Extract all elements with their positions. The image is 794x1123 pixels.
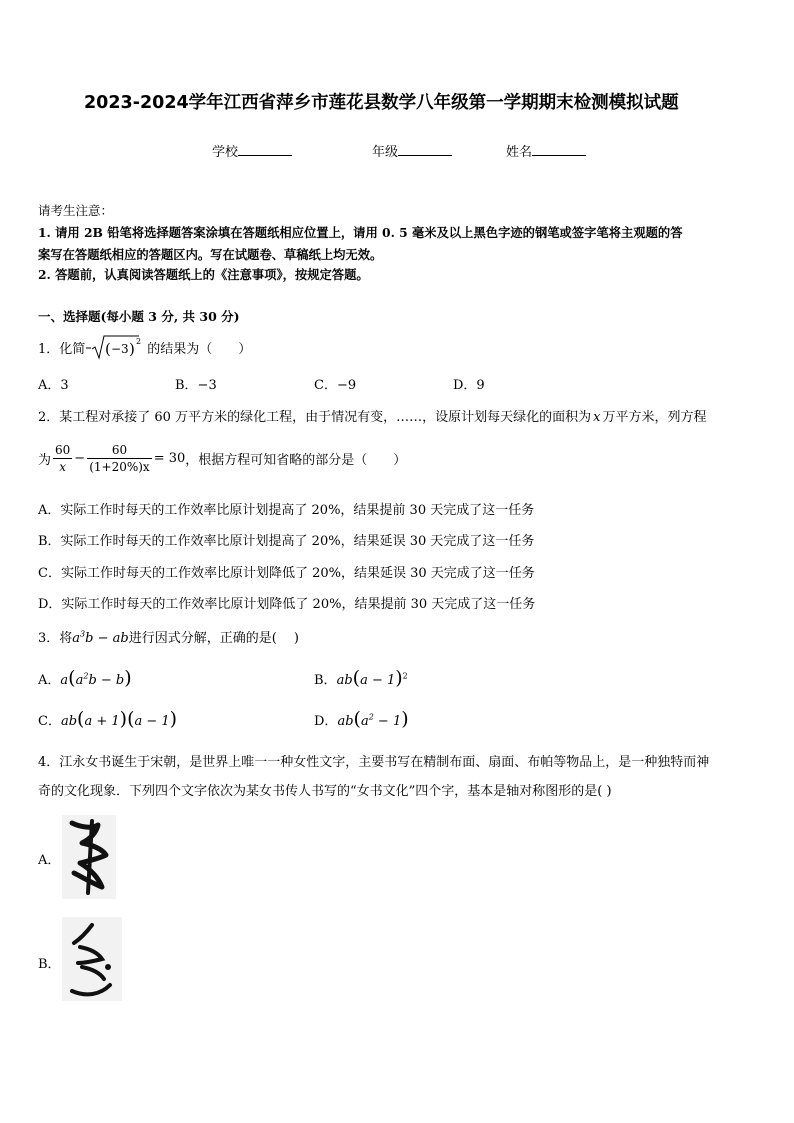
grade-blank[interactable] [398, 143, 452, 156]
name-field [506, 141, 586, 160]
school-blank[interactable] [238, 143, 292, 156]
grade-label: 年级 [372, 145, 399, 160]
q1-suffix: 的结果为（ ） [147, 341, 252, 357]
q3-b-label: B． [314, 673, 337, 688]
q2-var-x: x [593, 410, 601, 425]
svg-text:(: ( [105, 340, 112, 358]
q3-c-expression: ab(a + 1)(a − 1) [60, 708, 178, 730]
q2-prefix: 为 [38, 452, 52, 468]
nushu-glyph-nu-icon [62, 815, 116, 899]
q3-d-label: D． [314, 714, 338, 729]
question-1 [38, 333, 251, 361]
svg-text:2: 2 [136, 337, 142, 346]
q3-b-expression: $ab(a - 1)^2$ [336, 667, 408, 689]
q3-c-label: C． [38, 714, 61, 729]
q2-fraction-1 [53, 442, 72, 475]
q2-minus: − [74, 450, 86, 466]
svg-text:−3: −3 [111, 342, 129, 356]
q4-option-a-label[interactable]: A． [38, 853, 61, 868]
q3-option-c[interactable] [38, 708, 177, 730]
school-label: 学校 [212, 145, 239, 160]
q3-d-expression: $ab(a^2 - 1)$ [337, 708, 409, 730]
q4-option-a-image[interactable] [62, 815, 116, 899]
q2-stem-b: 万平方米，列方程 [602, 410, 707, 425]
name-label: 姓名 [506, 145, 533, 160]
q1-prefix: 1．化简 [38, 341, 86, 357]
q1-option-a[interactable]: A．3 [38, 378, 69, 393]
q3-suffix: 进行因式分解，正确的是( ) [128, 631, 299, 646]
q3-option-d[interactable] [314, 708, 409, 730]
q2-option-a[interactable]: A．实际工作时每天的工作效率比原计划提高了 20%，结果提前 30 天完成了这一任务 [38, 503, 535, 518]
q2-frac1-den: x [59, 459, 67, 474]
q2-option-d[interactable]: D．实际工作时每天的工作效率比原计划降低了 20%，结果提前 30 天完成了这一任务 [38, 597, 536, 612]
q3-option-a[interactable] [38, 667, 132, 689]
q3-a-label: A． [38, 673, 61, 688]
q1-expression [85, 334, 147, 360]
grade-field [372, 141, 452, 160]
q4-option-b-image[interactable] [62, 917, 122, 1001]
question-3-stem [38, 627, 299, 646]
q3-expression: $a^3b$ − ab [72, 629, 129, 646]
q1-option-b[interactable]: B．−3 [175, 378, 217, 393]
q2-frac2-den: (1+20%)x [89, 459, 150, 474]
q2-frac1-num: 60 [55, 442, 71, 457]
sqrt-expression-icon [85, 334, 147, 360]
q3-option-b[interactable] [314, 667, 408, 689]
section-heading: 一、选择题(每小题 3 分, 共 30 分) [38, 309, 240, 324]
q2-stem-a: 2．某工程对承接了 60 万平方米的绿化工程，由于情况有变，……，设原计划每天绿化的面积为 [38, 410, 592, 425]
q1-option-c[interactable]: C．−9 [314, 378, 357, 393]
q2-option-b[interactable]: B．实际工作时每天的工作效率比原计划提高了 20%，结果延误 30 天完成了这一任务 [38, 534, 535, 549]
notice-line-1b: 案写在答题纸相应的答题区内。写在试题卷、草稿纸上均无效。 [38, 247, 383, 262]
question-4-line-2: 奇的文化现象．下列四个文字依次为某女书传人书写的“女书文化”四个字，基本是轴对称图形的是( ) [38, 784, 612, 799]
question-4-line-1: 4．江永女书诞生于宋朝，是世界上唯一一种女性文字，主要书写在精制布面、扇面、布帕等物品上，是一种独特而神 [38, 755, 710, 770]
q3-prefix: 3．将 [38, 631, 73, 646]
q4-option-b-label[interactable]: B． [38, 957, 61, 972]
question-2-stem [38, 406, 706, 425]
q2-rhs: = 30 [153, 450, 186, 466]
svg-text:): ) [129, 340, 136, 358]
q2-option-c[interactable]: C．实际工作时每天的工作效率比原计划降低了 20%，结果延误 30 天完成了这一任务 [38, 566, 535, 581]
q2-fraction-2 [87, 442, 152, 475]
notice-line-1a: 1. 请用 2B 铅笔将选择题答案涂填在答题纸相应位置上，请用 0. 5 毫米及以上黑色字迹的钢笔或签字笔将主观题的答 [38, 225, 683, 240]
notice-heading: 请考生注意： [38, 203, 114, 218]
name-blank[interactable] [532, 143, 586, 156]
page-title: 2023-2024学年江西省萍乡市莲花县数学八年级第一学期期末检测模拟试题 [84, 93, 679, 113]
notice-line-2: 2. 答题前，认真阅读答题纸上的《注意事项》，按规定答题。 [38, 267, 369, 282]
q3-a-expression: $a(a^2b - b)$ [60, 667, 132, 689]
q2-frac2-num: 60 [87, 442, 152, 459]
q1-option-d[interactable]: D．9 [453, 378, 485, 393]
q2-stem-c: ，根据方程可知省略的部分是（ ） [185, 452, 407, 468]
nushu-glyph-shu-icon [62, 917, 122, 1001]
school-field [212, 141, 292, 160]
question-2-equation [38, 438, 406, 478]
